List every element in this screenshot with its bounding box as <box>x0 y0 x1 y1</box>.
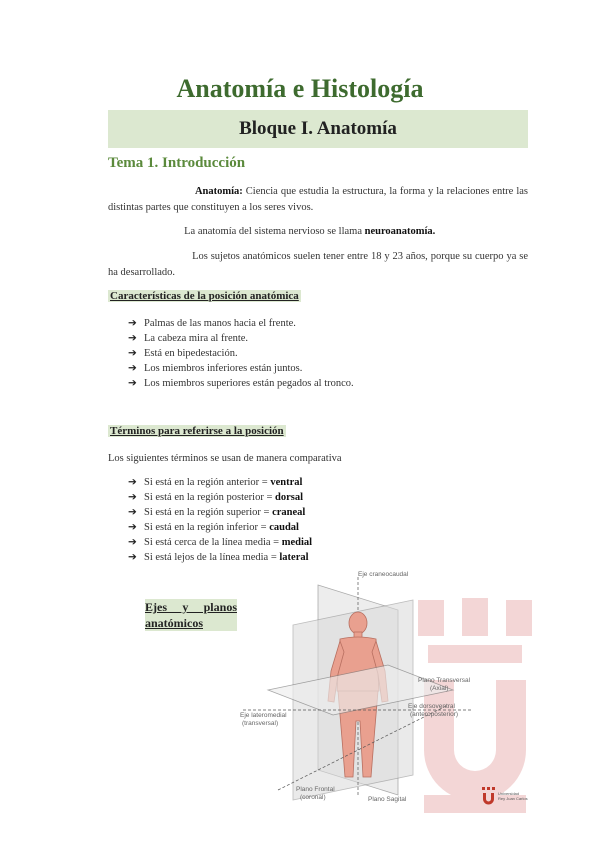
arrow-icon: ➔ <box>128 378 137 389</box>
list-item: ➔ Está en bipedestación. <box>128 348 238 359</box>
list-item: ➔ Si está en la región anterior = ventral <box>128 477 303 488</box>
logo-mark-icon <box>482 787 495 805</box>
tema-heading: Tema 1. Introducción <box>108 155 246 171</box>
university-logo <box>482 786 542 806</box>
logo-line1: Universidad <box>498 791 520 796</box>
posicion-heading: Características de la posición anatómica <box>110 290 299 302</box>
list-item: ➔ La cabeza mira al frente. <box>128 333 249 344</box>
anatomia-definition: Ciencia que estudia la estructura, la forma y la relaciones entre las distintas partes que constituyen a los seres vivos. <box>108 186 529 213</box>
arrow-icon: ➔ <box>128 537 137 548</box>
arrow-icon: ➔ <box>128 363 137 374</box>
terminos-heading: Términos para referirse a la posición <box>110 425 284 437</box>
terminos-list <box>128 475 312 565</box>
list-item: ➔ Palmas de las manos hacia el frente. <box>128 318 296 329</box>
label-coronal: (coronal) <box>300 794 326 801</box>
list-item: ➔ Si está en la región inferior = caudal <box>128 522 299 533</box>
arrow-icon: ➔ <box>128 507 137 518</box>
label-anteroposterior: (anteroposterior) <box>410 711 459 718</box>
bloque-banner <box>108 110 528 148</box>
anatomia-term: Anatomía: <box>194 186 243 197</box>
anatomical-planes-figure <box>238 565 478 805</box>
list-item: ➔ Los miembros superiores están pegados al tronco. <box>128 378 354 389</box>
neuro-paragraph <box>108 224 528 240</box>
label-plano-sagital: Plano Sagital <box>368 796 407 803</box>
arrow-icon: ➔ <box>128 492 137 503</box>
page-title: Anatomía e Histología <box>176 74 424 103</box>
label-axial: (Axial) <box>430 685 449 692</box>
neuro-text: La anatomía del sistema nervioso se llama <box>184 226 365 237</box>
label-eje-lateromedial: Eje lateromedial <box>240 712 287 719</box>
bloque-title: Bloque I. Anatomía <box>239 118 397 139</box>
definition-paragraph <box>108 184 528 216</box>
list-item: ➔ Si está lejos de la línea media = lateral <box>128 552 309 563</box>
arrow-icon: ➔ <box>128 333 137 344</box>
list-item: ➔ Si está en la región superior = craneal <box>128 507 306 518</box>
label-plano-transversal: Plano Transversal <box>418 677 471 684</box>
posicion-list <box>128 316 354 391</box>
age-paragraph <box>108 249 528 281</box>
arrow-icon: ➔ <box>128 552 137 563</box>
logo-line2: Rey Juan Carlos <box>498 796 528 801</box>
list-item: ➔ Si está en la región posterior = dorsal <box>128 492 304 503</box>
arrow-icon: ➔ <box>128 318 137 329</box>
label-eje-craneocaudal: Eje craneocaudal <box>358 571 409 578</box>
arrow-icon: ➔ <box>128 477 137 488</box>
age-text: Los sujetos anatómicos suelen tener entre 18 y 23 años, porque su cuerpo ya se ha desarrollado. <box>108 251 529 278</box>
arrow-icon: ➔ <box>128 348 137 359</box>
label-transversal: (transversal) <box>242 720 279 727</box>
list-item: ➔ Los miembros inferiores están juntos. <box>128 363 303 374</box>
ejes-heading: Ejes y planos anatómicos <box>145 600 237 630</box>
label-eje-dorsoventral: Eje dorsoventral <box>408 703 455 710</box>
list-item: ➔ Si está cerca de la línea media = medial <box>128 537 313 548</box>
label-plano-frontal: Plano Frontal <box>296 786 335 793</box>
terminos-intro: Los siguientes términos se usan de manera comparativa <box>108 453 342 464</box>
neuroanatomia-term: neuroanatomía. <box>364 226 436 237</box>
arrow-icon: ➔ <box>128 522 137 533</box>
